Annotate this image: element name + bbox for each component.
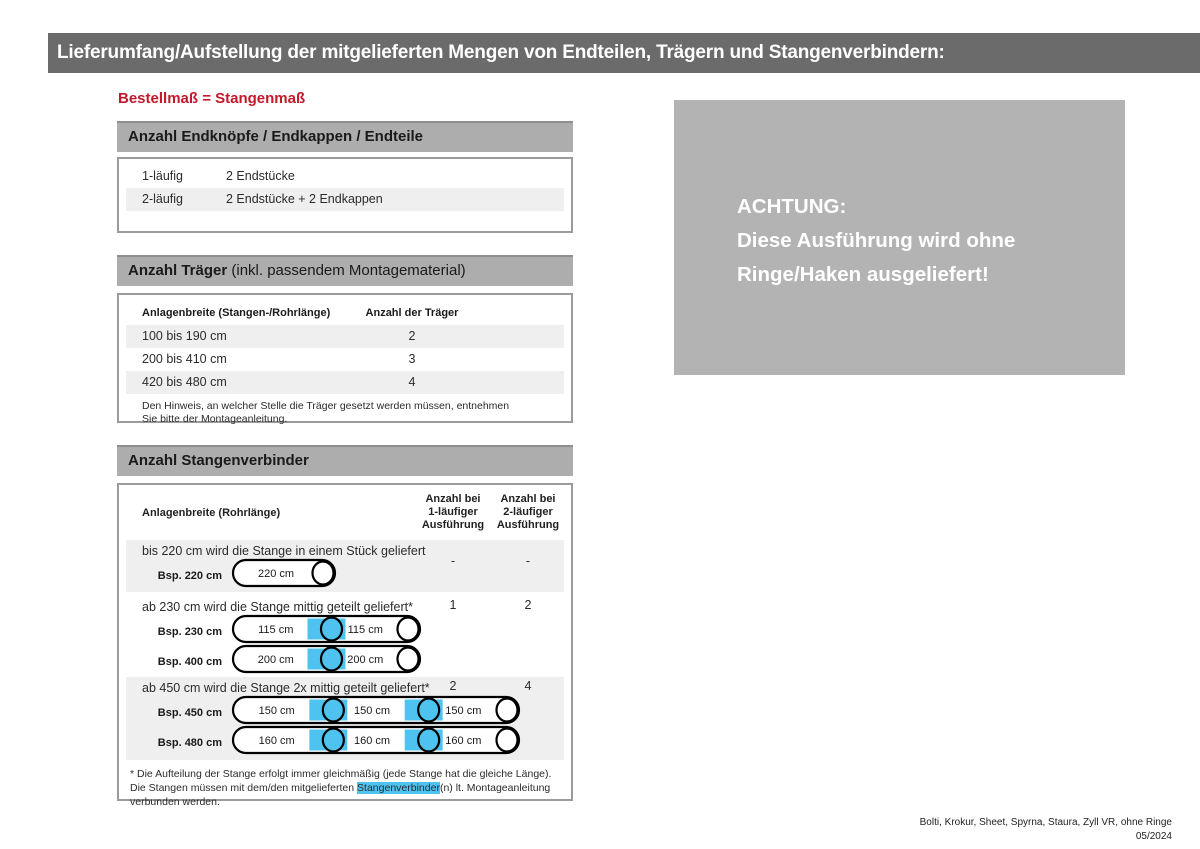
example-label: Bsp. 450 cm — [157, 706, 222, 719]
section-header-endteile: Anzahl Endknöpfe / Endkappen / Endteile — [117, 121, 573, 152]
page-footer — [920, 816, 1172, 844]
rod-example — [126, 648, 564, 675]
row-text: ab 230 cm wird die Stange mittig geteilt geliefert* — [142, 600, 413, 614]
svg-text:220 cm: 220 cm — [257, 568, 295, 580]
row-range: 420 bis 480 cm — [142, 375, 227, 389]
column-header: Anlagenbreite (Rohrlänge) — [142, 507, 281, 519]
verbinder-row-450 — [126, 677, 564, 760]
svg-text:200 cm: 200 cm — [347, 654, 384, 666]
count-2-laeufig: 2 — [524, 598, 532, 612]
count-1-laeufig: 2 — [449, 679, 457, 693]
svg-text:150 cm: 150 cm — [445, 705, 482, 717]
svg-text:150 cm: 150 cm — [353, 705, 391, 717]
svg-text:160 cm: 160 cm — [445, 735, 482, 747]
highlighted-term: Stangenverbinder — [357, 782, 440, 794]
section-header-traeger: Anzahl Träger (inkl. passendem Montagematerial) — [117, 255, 573, 286]
row-label: 2-läufig — [142, 192, 183, 206]
table-row — [126, 348, 564, 371]
traeger-note: Den Hinweis, an welcher Stelle die Träger gesetzt werden müssen, entnehmen Sie bitte der Montageanleitung. — [142, 400, 510, 425]
row-range: 200 bis 410 cm — [142, 352, 227, 366]
svg-text:115 cm: 115 cm — [347, 624, 383, 636]
column-header: Anzahl der Träger — [365, 307, 459, 319]
table-verbinder — [117, 483, 573, 808]
table-row — [126, 325, 564, 348]
svg-text:115 cm: 115 cm — [258, 624, 294, 636]
row-text: ab 450 cm wird die Stange 2x mittig geteilt geliefert* — [142, 681, 430, 695]
row-range: 100 bis 190 cm — [142, 329, 227, 343]
row-value: 2 Endstücke — [226, 169, 295, 183]
count-1-laeufig: 1 — [449, 598, 457, 612]
table-endteile — [117, 157, 573, 233]
example-label: Bsp. 220 cm — [157, 569, 222, 582]
page-title: Lieferumfang/Aufstellung der mitgelieferten Mengen von Endteilen, Trägern und Stangenverbindern: — [57, 42, 945, 63]
svg-text:150 cm: 150 cm — [258, 705, 295, 717]
column-header: Anzahl bei 1-läufiger Ausführung — [421, 493, 485, 531]
rod-example — [126, 699, 564, 726]
achtung-text: ACHTUNG: Diese Ausführung wird ohne Ringe/Haken ausgeliefert! — [737, 195, 1016, 286]
verbinder-row-230 — [126, 596, 564, 673]
order-size-note: Bestellmaß = Stangenmaß — [118, 90, 306, 107]
section-header-verbinder: Anzahl Stangenverbinder — [117, 445, 573, 476]
row-count: 4 — [408, 375, 416, 389]
table-row — [126, 165, 564, 188]
rod-diagram — [231, 644, 424, 679]
row-count: 3 — [408, 352, 416, 366]
table-row — [126, 188, 564, 211]
count-2-laeufig: 4 — [524, 679, 532, 693]
table-row — [126, 371, 564, 394]
example-label: Bsp. 480 cm — [157, 736, 222, 749]
rod-diagram — [231, 725, 523, 760]
table-traeger — [117, 293, 573, 423]
page-title-bar — [48, 33, 1200, 73]
row-label: 1-läufig — [142, 169, 183, 183]
rod-example — [126, 729, 564, 756]
svg-text:160 cm: 160 cm — [258, 735, 295, 747]
row-text: bis 220 cm wird die Stange in einem Stück geliefert — [142, 544, 426, 558]
svg-text:160 cm: 160 cm — [353, 735, 391, 747]
footer-date: 05/2024 — [1135, 831, 1172, 842]
svg-text:200 cm: 200 cm — [257, 654, 294, 666]
table-header-row — [126, 303, 564, 323]
verbinder-row-220 — [126, 540, 564, 592]
footer-products: Bolti, Krokur, Sheet, Spyrna, Staura, Zyll VR, ohne Ringe — [919, 817, 1172, 828]
count-1-laeufig: - — [450, 554, 456, 568]
rod-diagram — [231, 558, 339, 593]
achtung-box — [674, 100, 1125, 375]
rod-example — [126, 618, 564, 645]
example-label: Bsp. 230 cm — [157, 625, 222, 638]
row-count: 2 — [408, 329, 416, 343]
column-header: Anzahl bei 2-läufiger Ausführung — [496, 493, 560, 531]
example-label: Bsp. 400 cm — [157, 655, 222, 668]
column-header: Anlagenbreite (Stangen-/Rohrlänge) — [142, 307, 331, 319]
verbinder-footnote: * Die Aufteilung der Stange erfolgt immer gleichmäßig (jede Stange hat die gleiche Länge). Die Stangen müssen mit dem/den mitgelieferten Stangenverbinder(n) lt. Montageanleitung verbunden werden. — [130, 768, 552, 808]
count-2-laeufig: - — [525, 554, 531, 568]
row-value: 2 Endstücke + 2 Endkappen — [226, 192, 383, 206]
